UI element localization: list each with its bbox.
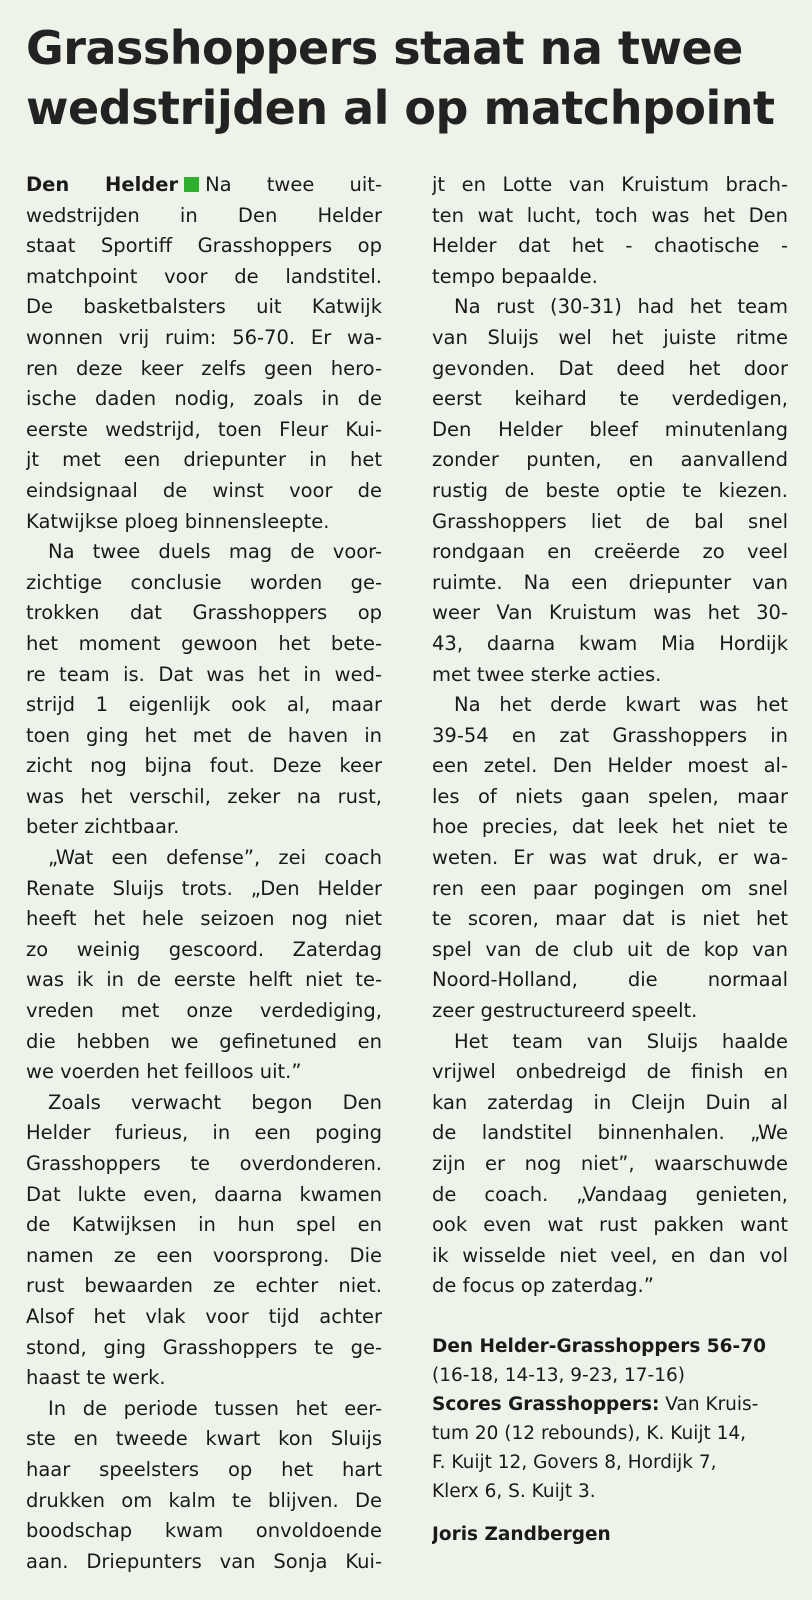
text-line: zonder punten, en aanvallend — [432, 448, 788, 472]
text-line: rust bewaarden ze echter niet. — [26, 1274, 382, 1298]
text-line: we voerden het feilloos uit.” — [26, 1060, 302, 1084]
scores-line — [432, 1390, 788, 1419]
text-line: van Sluijs wel het juiste ritme — [432, 325, 788, 349]
text-line: zeer gestructureerd speelt. — [432, 999, 698, 1023]
text-line: zijn er nog niet”, waarschuwde — [432, 1152, 788, 1175]
text-line: 43, daarna kwam Mia Hordijk — [432, 631, 788, 655]
text-line: boodschap kwam onvoldoende — [26, 1519, 382, 1543]
text-line: Na rust (30-31) had het team — [454, 295, 788, 319]
scores-first: Van Kruis- — [665, 1393, 759, 1415]
text-line: toen ging het met de haven in — [26, 723, 382, 747]
text-line: strijd 1 eigenlijk ook al, maar — [26, 693, 382, 717]
text-line: gevonden. Dat deed het door — [432, 356, 788, 380]
paragraph — [432, 170, 788, 292]
right-column-text — [432, 170, 788, 1302]
text-line: weer Van Kruistum was het 30- — [432, 601, 788, 625]
text-line: te scoren, maar dat is niet het — [432, 907, 788, 931]
match-stats — [432, 1332, 788, 1506]
text-line: re team is. Dat was het in wed- — [26, 662, 382, 686]
text-line: beter zichtbaar. — [26, 815, 180, 839]
paragraph — [26, 843, 382, 1088]
text-line: Na twee duels mag de voor- — [48, 540, 382, 564]
headline-line-1: Grasshoppers staat na twee — [26, 21, 743, 75]
paragraph — [432, 292, 788, 690]
text-line: Den Helder bleef minutenlang — [432, 417, 788, 441]
text-line: wedstrijden in Den Helder — [26, 203, 382, 227]
text-line: stond, ging Grasshoppers te ge- — [26, 1335, 382, 1359]
text-line: jt en Lotte van Kruistum brach- — [432, 173, 788, 196]
text-line: vrijwel onbedreigd de finish en — [432, 1060, 788, 1084]
text-line: jt met een driepunter in het — [26, 448, 382, 472]
scores-line: tum 20 (12 rebounds), K. Kuijt 14, — [432, 1422, 747, 1444]
text-line: Noord-Holland, die normaal — [432, 968, 788, 992]
text-line: ische daden nodig, zoals in de — [26, 387, 382, 411]
text-line: Helder furieus, in een poging — [26, 1121, 382, 1145]
article-body — [26, 170, 788, 1577]
text-line: Alsof het vlak voor tijd achter — [26, 1304, 382, 1328]
text-line: eindsignaal de winst voor de — [26, 478, 382, 502]
text-line: ik wisselde niet veel, en dan vol — [432, 1243, 788, 1267]
text-line: 39-54 en zat Grasshoppers in — [432, 723, 788, 747]
paragraph — [432, 690, 788, 1027]
paragraph — [26, 537, 382, 843]
text-line: Dat lukte even, daarna kwamen — [26, 1182, 382, 1206]
text-line: ook even wat rust pakken want — [432, 1213, 788, 1237]
text-line: hoe precies, dat leek het niet te — [432, 815, 788, 839]
scores-line: Klerx 6, S. Kuijt 3. — [432, 1480, 596, 1502]
text-line: was het verschil, zeker na rust, — [26, 784, 382, 808]
paragraph — [26, 1394, 382, 1578]
text-line: les of niets gaan spelen, maar — [432, 784, 788, 808]
text-line: eerste wedstrijd, toen Fleur Kui- — [26, 417, 382, 441]
text-line: Na het derde kwart was het — [454, 693, 788, 717]
text-line: spel van de club uit de kop van — [432, 937, 788, 961]
text-line: de Katwijksen in hun spel en — [26, 1213, 382, 1237]
text-line: kan zaterdag in Cleijn Duin al — [432, 1090, 788, 1114]
scores-line: F. Kuijt 12, Govers 8, Hordijk 7, — [432, 1451, 717, 1473]
text-line: heeft het hele seizoen nog niet — [26, 907, 382, 931]
left-column — [26, 170, 382, 1577]
dateline: Den Helder — [26, 173, 179, 196]
text-line: ste en tweede kwart kon Sluijs — [26, 1427, 382, 1451]
text-line: „Wat een defense”, zei coach — [48, 846, 382, 870]
scores-label: Scores Grasshoppers: — [432, 1393, 660, 1415]
text-line: de landstitel binnenhalen. „We — [432, 1121, 788, 1145]
paragraph — [432, 1027, 788, 1302]
text-line: trokken dat Grasshoppers op — [26, 601, 382, 625]
text-line: weten. Er was wat druk, er wa- — [432, 846, 788, 870]
text-line: staat Sportiff Grasshoppers op — [26, 234, 382, 258]
text-line: ten wat lucht, toch was het Den — [432, 203, 788, 227]
text-line: In de periode tussen het eer- — [48, 1396, 382, 1420]
text-line: matchpoint voor de landstitel. — [26, 264, 382, 288]
text-line: de focus op zaterdag.” — [432, 1274, 654, 1298]
text-line: Het team van Sluijs haalde — [454, 1029, 788, 1053]
text-line: zo weinig gescoord. Zaterdag — [26, 937, 382, 961]
text-line: vreden met onze verdediging, — [26, 999, 382, 1023]
text-line: ruimte. Na een driepunter van — [432, 570, 788, 594]
text-line: Grasshoppers te overdonderen. — [26, 1152, 382, 1175]
text-line: Grasshoppers liet de bal snel — [432, 509, 788, 533]
text-line: rondgaan en creëerde zo veel — [432, 540, 788, 564]
headline — [26, 18, 788, 138]
text-line: Helder dat het - chaotische - — [432, 234, 788, 258]
text-line: de coach. „Vandaag genieten, — [432, 1182, 788, 1206]
text-line: het moment gewoon het bete- — [26, 631, 382, 655]
quarter-scores: (16-18, 14-13, 9-23, 17-16) — [432, 1364, 685, 1386]
text-line: Zoals verwacht begon Den — [48, 1090, 382, 1114]
text-line: tempo bepaalde. — [432, 264, 598, 288]
text-line: zichtige conclusie worden ge- — [26, 570, 382, 594]
text-line: aan. Driepunters van Sonja Kui- — [26, 1549, 382, 1573]
author-byline: Joris Zandbergen — [432, 1523, 611, 1545]
text-line — [26, 170, 382, 201]
text-line: een zetel. Den Helder moest al- — [432, 754, 788, 778]
text-line: De basketbalsters uit Katwijk — [26, 295, 382, 319]
paragraph — [26, 1088, 382, 1394]
paragraph — [26, 170, 382, 537]
text-line: ren een paar pogingen om snel — [432, 876, 788, 900]
text-line: was ik in de eerste helft niet te- — [26, 968, 382, 992]
text-line: drukken om kalm te blijven. De — [26, 1488, 382, 1512]
text-line: die hebben we gefinetuned en — [26, 1029, 382, 1053]
text-line: ren deze keer zelfs geen hero- — [26, 356, 382, 380]
text-line: rustig de beste optie te kiezen. — [432, 478, 788, 502]
text-line: eerst keihard te verdedigen, — [432, 387, 788, 411]
text-line: haar speelsters op het hart — [26, 1457, 382, 1481]
match-result: Den Helder-Grasshoppers 56-70 — [432, 1335, 766, 1357]
text-line: haast te werk. — [26, 1366, 166, 1390]
text-line: namen ze een voorsprong. Die — [26, 1243, 382, 1267]
right-column — [432, 170, 788, 1577]
text-line: wonnen vrij ruim: 56-70. Er wa- — [26, 325, 382, 349]
lead-text: Na twee uit- — [205, 173, 382, 196]
text-line: zicht nog bijna fout. Deze keer — [26, 754, 382, 778]
text-line: Katwijkse ploeg binnensleepte. — [26, 509, 330, 533]
green-square-icon — [184, 177, 199, 192]
text-line: met twee sterke acties. — [432, 662, 662, 686]
headline-line-2: wedstrijden al op matchpoint — [26, 81, 775, 135]
text-line: Renate Sluijs trots. „Den Helder — [26, 876, 382, 900]
